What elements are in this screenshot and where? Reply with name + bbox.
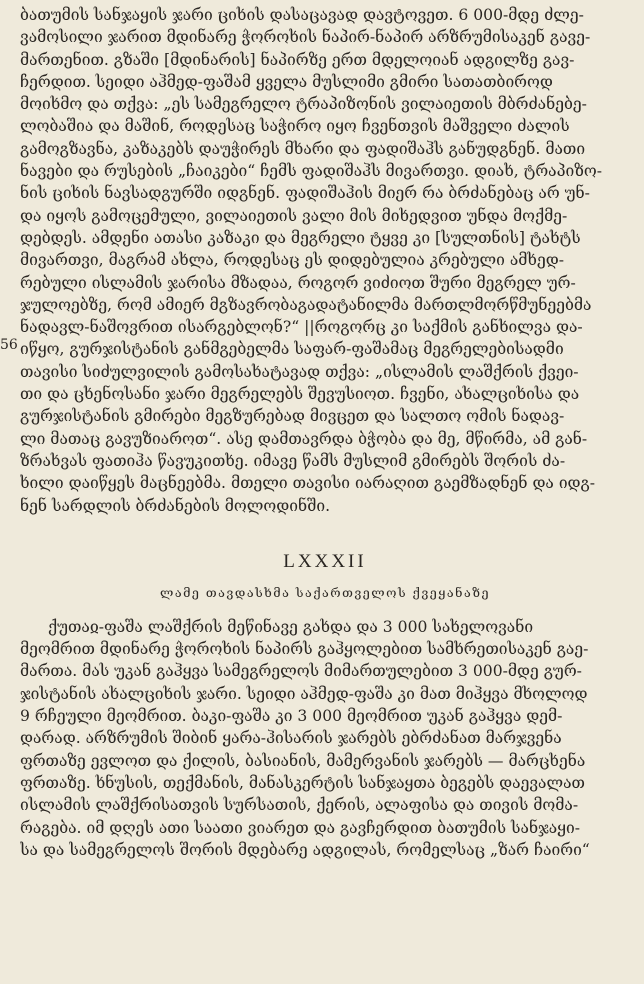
text-line: მოიხმო და თქვა: „ეს სამეგრელო ტრაპიზონის ვილაიეთის მბრძანებე- xyxy=(20,95,587,114)
text-line: მართენით. გზაში [მდინარის] ნაპირზე ერთ მდელოიან ადგილზე გავ- xyxy=(20,50,575,69)
text-line: მართა. მას უკან გაჰყვა სამეგრელოს მიმართულებით 3 000-მდე გურ- xyxy=(20,662,582,681)
text-line: გურჯისტანის გმირები მეგზურებად მივცეთ და სალთო ომის ნადავ- xyxy=(20,407,565,426)
text-line: ბათუმის სანჯაყის ჯარი ციხის დასაცავად დავტოვეთ. 6 000-მდე ძლე- xyxy=(20,6,584,24)
text-line: ლობაშია და მაშინ, როდესაც საჭირო იყო ჩვენთვის მაშველი ძალის xyxy=(20,117,570,136)
text-line: მივართვი, მაგრამ ახლა, როდესაც ეს დიდებულია კრებული ამხედ- xyxy=(20,251,564,270)
text-line: რებული ისლამის ჯარისა მზადაა, როგორ ვიძიოთ შური მეგრელ ურ- xyxy=(20,273,576,292)
text-line: ზრახვას ფათიჰა წავუკითხე. იმავე წამს მუსლიმ გმირებს შორის ძა- xyxy=(20,451,566,470)
text-line: იწყო, გურჯისტანის განმგებელმა საფარ-ფაშამაც მეგრელებისადმი xyxy=(20,340,564,359)
text-line: დებდეს. ამდენი ათასი კაზაკი და მეგრელი ტყვე კი [სულთნის] ტახტს xyxy=(20,228,581,247)
text-line: ფრთაზე. ხნუსის, თექმანის, მანასკერტის სანჯაყთა ბეგებს დაევალათ xyxy=(20,773,585,792)
text-line: ისლამის ლაშქრისათვის სურსათის, ქერის, ალაფისა და თივის მომა- xyxy=(20,796,579,815)
text-line: დარად. არზრუმის შიბინ ყარა-ჰისარის ჯარებს ებრძანათ მარჯვენა xyxy=(20,729,562,748)
text-line: ქუთაჲ-ფაშა ლაშქრის მეწინავე გახდა და 3 000 სახელოვანი xyxy=(48,617,534,636)
text-line: ნადავლ-ნაშოვრით ისარგებლონ?“ ||როგორც კი საქმის განხილვა და- xyxy=(20,318,583,337)
text-line: თავისი სიძულვილის გამოსახატავად თქვა: „ისლამის ლაშქრის ქვეი- xyxy=(20,362,579,381)
text-line: ფრთაზე ევლოთ და ქილის, ბასიანის, მამერვანის ჯარებს — მარცხენა xyxy=(20,751,586,770)
text-line: ვამოსილი ჯარით მდინარე ჭოროხის ნაპირ-ნაპირ არზრუმისაკენ გავე- xyxy=(20,28,591,47)
chapter-number: LXXXII xyxy=(283,550,367,572)
paragraph-1 xyxy=(20,4,630,517)
text-line: ხილი დაიწყეს მაცნეებმა. მთელი თავისი იარაღით გაემზადნენ და იდგ- xyxy=(20,474,596,493)
text-line: გამოგზავნა, კაზაკებს დაუჭირეს მხარი და ფადიშაჰს განუდგნენ. მათი xyxy=(20,139,586,158)
margin-page-number: 56 xyxy=(0,337,18,353)
text-line: ჯისტანის ახალციხის ჯარი. სეიდი აჰმედ-ფაშა კი მათ მიჰყვა მხოლოდ xyxy=(20,684,588,703)
text-line: რაგება. იმ დღეს ათი საათი ვიარეთ და გავჩერდით ბათუმის სანჯაყი- xyxy=(20,818,581,837)
text-line: თი და ცხენოსანი ჯარი მეგრელებს შევუსიოთ. ჩვენი, ახალციხისა და xyxy=(20,385,580,404)
text-line: 9 რჩეული მეომრით. ბაკი-ფაშა კი 3 000 მეომრით უკან გაჰყვა დემ- xyxy=(20,707,563,726)
text-line: ჩერდით. სეიდი აჰმედ-ფაშამ ყველა მუსლიმი გმირი სათათბიროდ xyxy=(20,72,553,91)
text-line: ნენ სარდლის ბრძანების მოლოდინში. xyxy=(20,496,331,515)
text-line: ნავები და რუსების „ჩაიკები“ ჩემს ფადიშაჰს მივართვი. დიახ, ტრაპიზო- xyxy=(20,162,603,181)
text-line: ნის ციხის ნავსადგურში იდგნენ. ფადიშაჰის მიერ რა ბრძანებაც არ უნ- xyxy=(20,184,590,203)
text-line: ლი მათაც გავუზიაროთ“. ასე დამთავრდა ბჭობა და მე, მწირმა, ამ გან- xyxy=(20,429,588,448)
paragraph-2 xyxy=(20,616,630,861)
text-line: და იყოს გამოცემული, ვილაიეთის ვალი მის მიხედვით უნდა მოქმე- xyxy=(20,206,568,225)
text-line: ჯულოებზე, რომ ამიერ მგზავრობაგადატანილმა მართლმორწმუნეებმა xyxy=(20,295,592,314)
text-line: მეომრით მდინარე ჭოროხის ნაპირს გაჰყოლებით სამხრეთისაკენ გაე- xyxy=(20,640,589,659)
chapter-title: ლამე თავდასხმა საქართველოს ქვეყანაზე xyxy=(160,584,490,600)
text-line: სა და სამეგრელოს შორის მდებარე ადგილას, რომელსაც „ზარ ჩაირი“ xyxy=(20,840,590,859)
